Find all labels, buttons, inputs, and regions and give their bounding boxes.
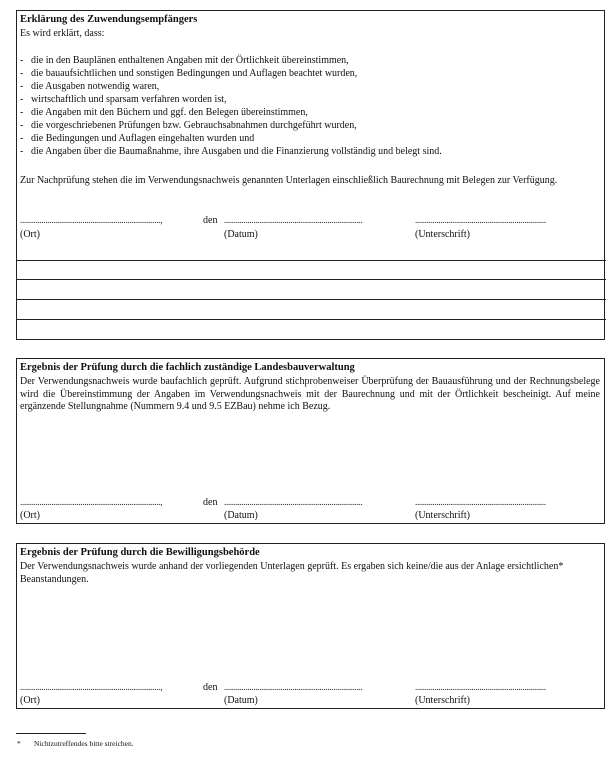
- den-label: den: [203, 215, 218, 226]
- declaration-section: [16, 10, 605, 340]
- list-bullet: -: [20, 81, 24, 92]
- building-authority-section: [16, 358, 605, 524]
- date-label: (Datum): [224, 695, 258, 706]
- date-line[interactable]: .......................................................................: [224, 682, 363, 692]
- signature-line[interactable]: ...................................................................: [415, 682, 546, 692]
- place-label: (Ort): [20, 229, 40, 240]
- signature-line[interactable]: ...................................................................: [415, 497, 546, 507]
- den-label: den: [203, 682, 218, 693]
- approval-authority-title: Ergebnis der Prüfung durch die Bewilligungsbehörde: [20, 547, 260, 558]
- place-line[interactable]: ........................................................................,: [20, 682, 163, 692]
- list-bullet: -: [20, 120, 24, 131]
- den-label: den: [203, 497, 218, 508]
- empty-row[interactable]: [17, 299, 606, 300]
- approval-authority-section: [16, 543, 605, 709]
- signature-label: (Unterschrift): [415, 229, 470, 240]
- footnote-marker: *: [17, 739, 21, 748]
- place-label: (Ort): [20, 695, 40, 706]
- date-label: (Datum): [224, 229, 258, 240]
- list-bullet: -: [20, 146, 24, 157]
- empty-row[interactable]: [17, 319, 606, 320]
- signature-label: (Unterschrift): [415, 695, 470, 706]
- date-line[interactable]: .......................................................................: [224, 497, 363, 507]
- list-bullet: -: [20, 107, 24, 118]
- signature-label: (Unterschrift): [415, 510, 470, 521]
- list-item: die bauaufsichtlichen und sonstigen Bedingungen und Auflagen beachtet wurden,: [31, 68, 358, 79]
- place-label: (Ort): [20, 510, 40, 521]
- empty-row[interactable]: [17, 260, 606, 261]
- list-item: die in den Bauplänen enthaltenen Angaben mit der Örtlichkeit übereinstimmen,: [31, 55, 349, 66]
- signature-line[interactable]: ...................................................................: [415, 215, 546, 225]
- declaration-intro: Es wird erklärt, dass:: [20, 28, 105, 39]
- list-item: wirtschaftlich und sparsam verfahren worden ist,: [31, 94, 227, 105]
- declaration-note: Zur Nachprüfung stehen die im Verwendungsnachweis genannten Unterlagen einschließlich Baurechnung mit Belegen zur Verfügung.: [20, 175, 558, 186]
- date-line[interactable]: .......................................................................: [224, 215, 363, 225]
- list-item: die Angaben mit den Büchern und ggf. den Belegen übereinstimmen,: [31, 107, 308, 118]
- date-label: (Datum): [224, 510, 258, 521]
- list-bullet: -: [20, 94, 24, 105]
- footnote-text: Nichtzutreffendes bitte streichen.: [34, 739, 134, 748]
- place-line[interactable]: ........................................................................,: [20, 215, 163, 225]
- footnote-rule: [16, 733, 86, 734]
- place-line[interactable]: ........................................................................,: [20, 497, 163, 507]
- empty-row[interactable]: [17, 279, 606, 280]
- approval-authority-text: Der Verwendungsnachweis wurde anhand der vorliegenden Unterlagen geprüft. Es ergaben sich keine/die aus der Anlage ersichtlichen* Beanstandungen.: [20, 561, 564, 585]
- list-bullet: -: [20, 68, 24, 79]
- list-item: die vorgeschriebenen Prüfungen bzw. Gebrauchsabnahmen durchgeführt wurden,: [31, 120, 357, 131]
- list-item: die Ausgaben notwendig waren,: [31, 81, 160, 92]
- building-authority-text: Der Verwendungsnachweis wurde baufachlich geprüft. Aufgrund stichprobenweiser Überprüfung der Bauausführung und der Rechnungsbelege wird die Übereinstimmung der Angaben im Verwendungsnachweis mit der Baurechnung und mit der Örtlichkeit bescheinigt. Auf meine ergänzende Stellungnahme (Nummern 9.4 und 9.5 EZBau) nehme ich Bezug.: [20, 376, 600, 413]
- building-authority-title: Ergebnis der Prüfung durch die fachlich zuständige Landesbauverwaltung: [20, 362, 355, 373]
- list-item: die Bedingungen und Auflagen eingehalten wurden und: [31, 133, 255, 144]
- list-bullet: -: [20, 133, 24, 144]
- declaration-title: Erklärung des Zuwendungsempfängers: [20, 14, 198, 25]
- list-item: die Angaben über die Baumaßnahme, ihre Ausgaben und die Finanzierung vollständig und belegt sind.: [31, 146, 442, 157]
- list-bullet: -: [20, 55, 24, 66]
